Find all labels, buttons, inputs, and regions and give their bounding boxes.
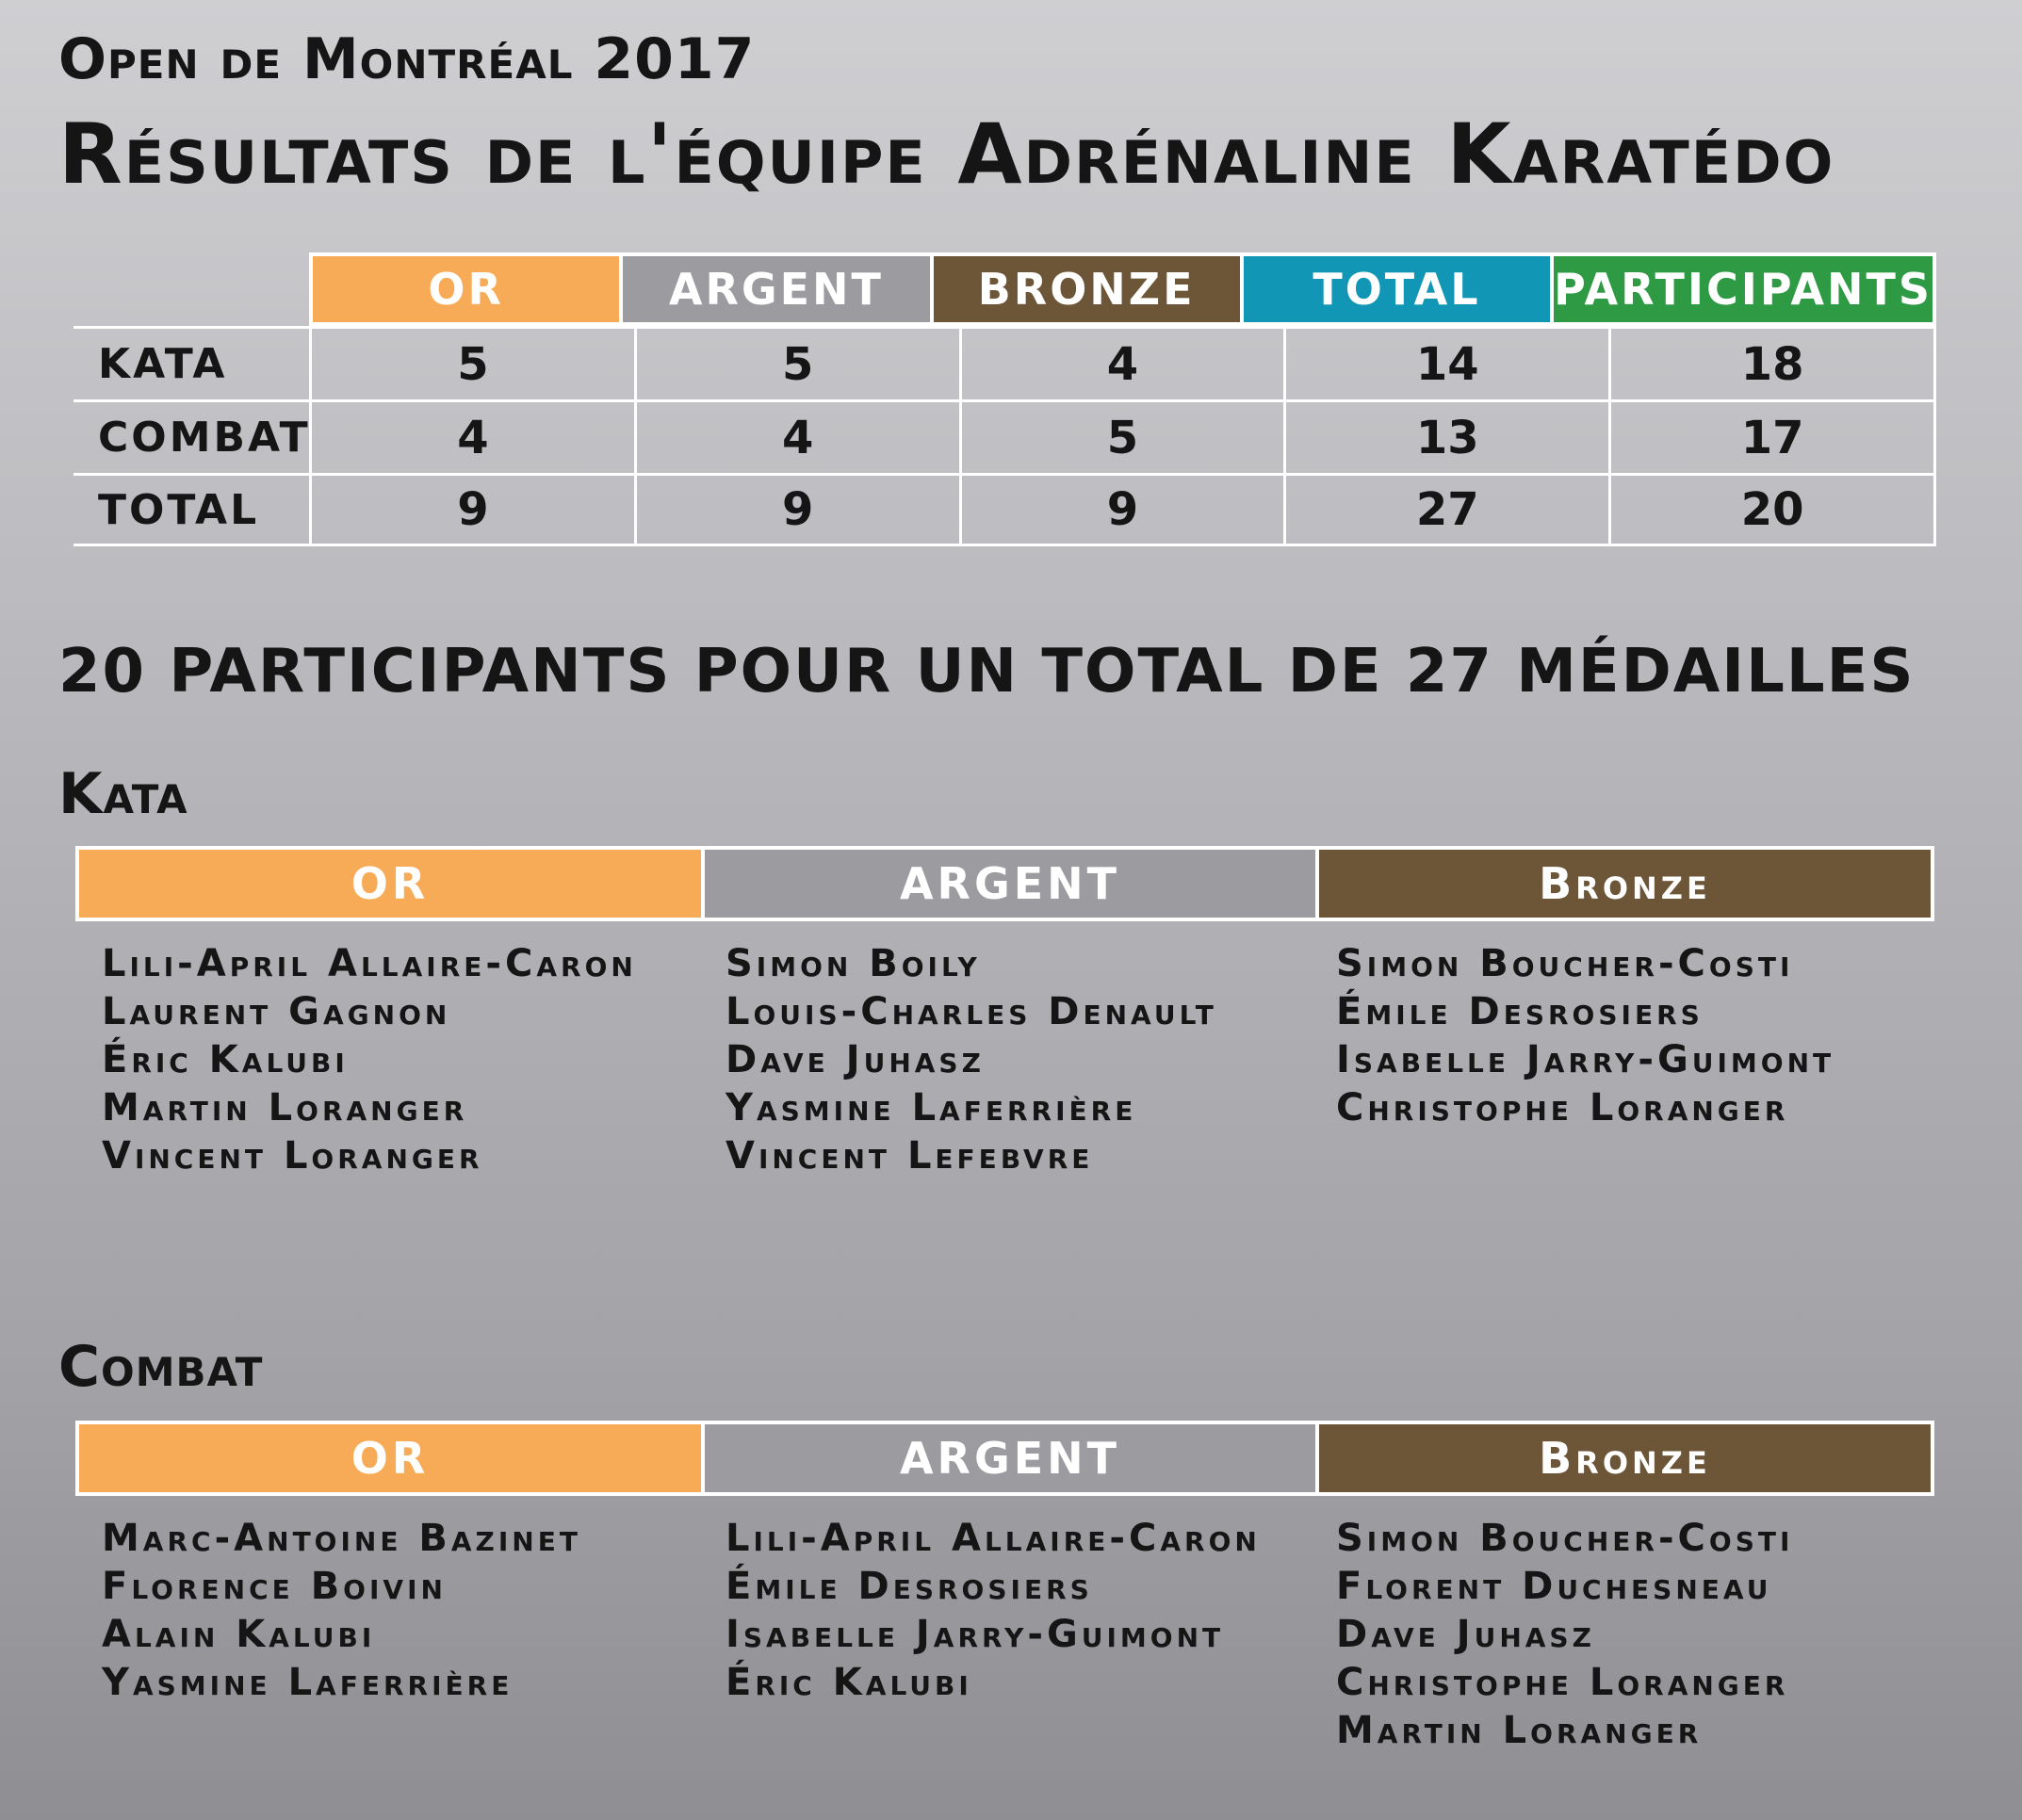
- list-item: Vincent Loranger: [102, 1134, 483, 1178]
- list-item: Alain Kalubi: [102, 1613, 376, 1656]
- list-item: Éric Kalubi: [102, 1038, 349, 1081]
- kata-header-argent: ARGENT: [701, 850, 1319, 918]
- list-item: Florent Duchesneau: [1336, 1565, 1772, 1608]
- list-item: Vincent Lefebvre: [726, 1134, 1094, 1178]
- list-item: Isabelle Jarry-Guimont: [726, 1613, 1225, 1656]
- list-item: Marc-Antoine Bazinet: [102, 1517, 581, 1560]
- header-bronze: BRONZE: [930, 252, 1240, 326]
- summary-corner: [73, 252, 309, 326]
- cell-total: 13: [1283, 399, 1608, 473]
- cell-argent: 9: [634, 473, 959, 546]
- header-total: TOTAL: [1240, 252, 1550, 326]
- cell-total: 14: [1283, 326, 1608, 399]
- cell-participants: 18: [1608, 326, 1936, 399]
- kata-header-bronze-label: Bronze: [1539, 858, 1711, 909]
- list-item: Lili-April Allaire-Caron: [726, 1517, 1261, 1560]
- row-label: KATA: [73, 326, 309, 399]
- kata-argent-list: [726, 940, 1217, 1180]
- cell-bronze: 5: [959, 399, 1284, 473]
- header-participants: PARTICIPANTS: [1550, 252, 1936, 326]
- cell-or: 9: [309, 473, 634, 546]
- list-item: Yasmine Laferrière: [102, 1661, 514, 1704]
- list-item: Louis-Charles Denault: [726, 990, 1217, 1033]
- kata-header-bronze: [1319, 850, 1931, 918]
- list-item: Dave Juhasz: [726, 1038, 985, 1081]
- cell-argent: 4: [634, 399, 959, 473]
- cell-participants: 20: [1608, 473, 1936, 546]
- combat-bronze-list: [1336, 1515, 1793, 1755]
- combat-medal-header: [75, 1421, 1934, 1496]
- combat-header-bronze: [1319, 1424, 1931, 1492]
- list-item: Christophe Loranger: [1336, 1086, 1789, 1129]
- cell-bronze: 4: [959, 326, 1284, 399]
- header-or: OR: [309, 252, 619, 326]
- list-item: Simon Boily: [726, 942, 981, 985]
- summary-header-row: [73, 252, 1936, 326]
- header-argent: ARGENT: [619, 252, 929, 326]
- row-label: COMBAT: [73, 399, 309, 473]
- combat-header-bronze-label: Bronze: [1539, 1433, 1711, 1484]
- kata-or-list: [102, 940, 637, 1180]
- event-title: Open de Montréal 2017: [58, 26, 756, 92]
- list-item: Florence Boivin: [102, 1565, 447, 1608]
- cell-bronze: 9: [959, 473, 1284, 546]
- kata-header-or: OR: [79, 850, 701, 918]
- row-label: TOTAL: [73, 473, 309, 546]
- list-item: Simon Boucher-Costi: [1336, 942, 1794, 985]
- cell-participants: 17: [1608, 399, 1936, 473]
- combat-or-list: [102, 1515, 581, 1707]
- list-item: Éric Kalubi: [726, 1661, 972, 1704]
- list-item: Simon Boucher-Costi: [1336, 1517, 1794, 1560]
- summary-row-total: [73, 473, 1936, 546]
- page-title: Résultats de l'équipe Adrénaline Karatédo: [58, 106, 1835, 203]
- summary-row-kata: [73, 326, 1936, 399]
- kata-section-title: Kata: [58, 761, 188, 827]
- cell-argent: 5: [634, 326, 959, 399]
- list-item: Dave Juhasz: [1336, 1613, 1595, 1656]
- cell-total: 27: [1283, 473, 1608, 546]
- cell-or: 5: [309, 326, 634, 399]
- list-item: Yasmine Laferrière: [726, 1086, 1137, 1129]
- list-item: Émile Desrosiers: [1336, 990, 1704, 1033]
- cell-or: 4: [309, 399, 634, 473]
- list-item: Christophe Loranger: [1336, 1661, 1789, 1704]
- combat-argent-list: [726, 1515, 1261, 1707]
- list-item: Martin Loranger: [102, 1086, 468, 1129]
- combat-header-argent: ARGENT: [701, 1424, 1319, 1492]
- list-item: Martin Loranger: [1336, 1709, 1703, 1752]
- list-item: Lili-April Allaire-Caron: [102, 942, 637, 985]
- kata-bronze-list: [1336, 940, 1834, 1132]
- combat-header-or: OR: [79, 1424, 701, 1492]
- list-item: Isabelle Jarry-Guimont: [1336, 1038, 1835, 1081]
- summary-line: 20 PARTICIPANTS POUR UN TOTAL DE 27 MÉDAILLES: [58, 637, 1916, 707]
- combat-section-title: Combat: [58, 1334, 264, 1400]
- list-item: Laurent Gagnon: [102, 990, 451, 1033]
- summary-row-combat: [73, 399, 1936, 473]
- summary-table: [73, 252, 1936, 546]
- list-item: Émile Desrosiers: [726, 1565, 1093, 1608]
- kata-medal-header: [75, 846, 1934, 921]
